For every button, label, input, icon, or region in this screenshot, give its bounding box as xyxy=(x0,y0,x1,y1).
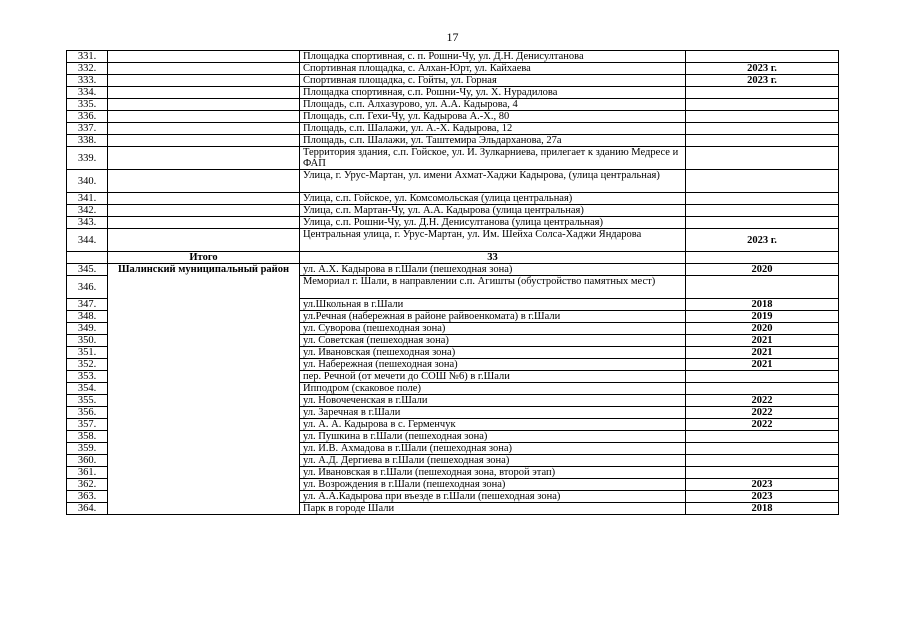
table-row xyxy=(67,193,839,205)
table-row xyxy=(67,170,839,193)
row-number: 337. xyxy=(67,123,108,135)
row-number: 357. xyxy=(67,419,108,431)
table-row xyxy=(67,217,839,229)
total-row xyxy=(67,252,839,264)
row-year: 2023 г. xyxy=(686,63,839,75)
row-number: 352. xyxy=(67,359,108,371)
row-number: 347. xyxy=(67,299,108,311)
row-name: Парк в городе Шали xyxy=(300,503,686,515)
district-cell xyxy=(108,170,300,193)
row-name: Площадка спортивная, с.п. Рошни-Чу, ул. Х. Нурадилова xyxy=(300,87,686,99)
row-name: ул. Набережная (пешеходная зона) xyxy=(300,359,686,371)
table-row xyxy=(67,147,839,170)
row-name: ул. И.В. Ахмадова в г.Шали (пешеходная зона) xyxy=(300,443,686,455)
row-year: 2021 xyxy=(686,359,839,371)
district-cell xyxy=(108,193,300,205)
district-cell xyxy=(108,111,300,123)
page-number: 17 xyxy=(446,30,459,44)
district-cell xyxy=(108,75,300,87)
district-cell xyxy=(108,135,300,147)
row-number: 350. xyxy=(67,335,108,347)
district-cell xyxy=(108,123,300,135)
row-year: 2020 xyxy=(686,323,839,335)
row-year: 2023 г. xyxy=(686,75,839,87)
district-cell xyxy=(108,229,300,252)
row-name: Улица, с.п. Гойское, ул. Комсомольская (улица центральная) xyxy=(300,193,686,205)
row-name: Площадка спортивная, с. п. Рошни-Чу, ул. Д.Н. Денисултанова xyxy=(300,51,686,63)
row-year xyxy=(686,147,839,170)
row-year: 2018 xyxy=(686,503,839,515)
row-number: 360. xyxy=(67,455,108,467)
total-value: 33 xyxy=(300,252,686,264)
row-number: 359. xyxy=(67,443,108,455)
row-name: ул. Новочеченская в г.Шали xyxy=(300,395,686,407)
row-year: 2019 xyxy=(686,311,839,323)
row-number: 344. xyxy=(67,229,108,252)
row-number: 351. xyxy=(67,347,108,359)
total-label: Итого xyxy=(108,252,300,264)
registry-table xyxy=(66,50,839,515)
row-number: 354. xyxy=(67,383,108,395)
row-number: 331. xyxy=(67,51,108,63)
row-name: Мемориал г. Шали, в направлении с.п. Агишты (обустройство памятных мест) xyxy=(300,276,686,299)
district-cell xyxy=(108,99,300,111)
row-name: Площадь, с.п. Гехи-Чу, ул. Кадырова А.-Х., 80 xyxy=(300,111,686,123)
row-name: Ипподром (скаковое поле) xyxy=(300,383,686,395)
row-number: 362. xyxy=(67,479,108,491)
row-year xyxy=(686,87,839,99)
row-year xyxy=(686,371,839,383)
row-number: 348. xyxy=(67,311,108,323)
table-body-block1 xyxy=(67,51,839,252)
row-number: 340. xyxy=(67,170,108,193)
row-name: ул. Суворова (пешеходная зона) xyxy=(300,323,686,335)
row-name: Площадь, с.п. Шалажи, ул. А.-Х. Кадырова, 12 xyxy=(300,123,686,135)
row-number: 356. xyxy=(67,407,108,419)
row-year xyxy=(686,123,839,135)
district-cell xyxy=(108,217,300,229)
row-year: 2022 xyxy=(686,419,839,431)
table-row xyxy=(67,99,839,111)
row-year: 2023 xyxy=(686,479,839,491)
row-number: 349. xyxy=(67,323,108,335)
row-number: 355. xyxy=(67,395,108,407)
district-cell xyxy=(108,51,300,63)
row-number: 361. xyxy=(67,467,108,479)
total-year-cell xyxy=(686,252,839,264)
row-name: Улица, г. Урус-Мартан, ул. имени Ахмат-Хаджи Кадырова, (улица центральная) xyxy=(300,170,686,193)
row-year: 2023 г. xyxy=(686,229,839,252)
row-name: ул. А.Д. Дергиева в г.Шали (пешеходная зона) xyxy=(300,455,686,467)
table-row xyxy=(67,123,839,135)
district-cell xyxy=(108,205,300,217)
district-cell xyxy=(108,63,300,75)
row-year: 2022 xyxy=(686,395,839,407)
row-name: Центральная улица, г. Урус-Мартан, ул. Им. Шейха Солса-Хаджи Яндарова xyxy=(300,229,686,252)
row-number: 334. xyxy=(67,87,108,99)
row-name: Площадь, с.п. Шалажи, ул. Таштемира Эльдарханова, 27а xyxy=(300,135,686,147)
row-name: Спортивная площадка, с. Гойты, ул. Горная xyxy=(300,75,686,87)
row-name: ул.Речная (набережная в районе райвоенкомата) в г.Шали xyxy=(300,311,686,323)
row-year xyxy=(686,135,839,147)
total-row-group xyxy=(67,252,839,264)
row-name: ул. А.Х. Кадырова в г.Шали (пешеходная зона) xyxy=(300,264,686,276)
row-year: 2022 xyxy=(686,407,839,419)
table-row xyxy=(67,229,839,252)
row-name: ул. Советская (пешеходная зона) xyxy=(300,335,686,347)
table-row xyxy=(67,135,839,147)
row-number: 345. xyxy=(67,264,108,276)
row-name: ул. Пушкина в г.Шали (пешеходная зона) xyxy=(300,431,686,443)
row-number: 341. xyxy=(67,193,108,205)
row-year xyxy=(686,443,839,455)
table-row xyxy=(67,63,839,75)
row-name: ул. Ивановская (пешеходная зона) xyxy=(300,347,686,359)
row-name: ул. Ивановская в г.Шали (пешеходная зона, второй этап) xyxy=(300,467,686,479)
total-num-cell xyxy=(67,252,108,264)
row-year xyxy=(686,455,839,467)
row-number: 339. xyxy=(67,147,108,170)
row-year xyxy=(686,51,839,63)
row-year xyxy=(686,276,839,299)
row-year: 2018 xyxy=(686,299,839,311)
row-name: Территория здания, с.п. Гойское, ул. И. Зулкарниева, прилегает к зданию Медресе и ФАП xyxy=(300,147,686,170)
row-name: Площадь, с.п. Алхазурово, ул. А.А. Кадырова, 4 xyxy=(300,99,686,111)
row-year xyxy=(686,170,839,193)
row-year xyxy=(686,99,839,111)
row-year xyxy=(686,217,839,229)
row-name: ул. Заречная в г.Шали xyxy=(300,407,686,419)
row-name: Улица, с.п. Мартан-Чу, ул. А.А. Кадырова (улица центральная) xyxy=(300,205,686,217)
row-number: 338. xyxy=(67,135,108,147)
row-number: 342. xyxy=(67,205,108,217)
table-row xyxy=(67,75,839,87)
row-number: 343. xyxy=(67,217,108,229)
row-number: 333. xyxy=(67,75,108,87)
row-year xyxy=(686,431,839,443)
row-name: ул. Возрождения в г.Шали (пешеходная зона) xyxy=(300,479,686,491)
row-name: Улица, с.п. Рошни-Чу, ул. Д.Н. Денисултанова (улица центральная) xyxy=(300,217,686,229)
table-row xyxy=(67,111,839,123)
row-name: ул. А. А. Кадырова в с. Герменчук xyxy=(300,419,686,431)
row-year: 2021 xyxy=(686,347,839,359)
row-name: ул. А.А.Кадырова при въезде в г.Шали (пешеходная зона) xyxy=(300,491,686,503)
row-year xyxy=(686,193,839,205)
row-year: 2023 xyxy=(686,491,839,503)
row-name: пер. Речной (от мечети до СОШ №6) в г.Шали xyxy=(300,371,686,383)
row-number: 353. xyxy=(67,371,108,383)
row-number: 358. xyxy=(67,431,108,443)
table-row xyxy=(67,264,839,276)
table-body-block2 xyxy=(67,264,839,515)
district-cell xyxy=(108,147,300,170)
row-year xyxy=(686,467,839,479)
row-number: 364. xyxy=(67,503,108,515)
row-year: 2020 xyxy=(686,264,839,276)
table-row xyxy=(67,51,839,63)
row-number: 332. xyxy=(67,63,108,75)
row-number: 363. xyxy=(67,491,108,503)
row-year xyxy=(686,205,839,217)
row-year xyxy=(686,383,839,395)
table-row xyxy=(67,205,839,217)
district-name: Шалинский муниципальный район xyxy=(108,264,300,515)
row-number: 346. xyxy=(67,276,108,299)
row-name: ул.Школьная в г.Шали xyxy=(300,299,686,311)
row-number: 336. xyxy=(67,111,108,123)
row-name: Спортивная площадка, с. Алхан-Юрт, ул. Кайхаева xyxy=(300,63,686,75)
row-year xyxy=(686,111,839,123)
row-year: 2021 xyxy=(686,335,839,347)
district-cell xyxy=(108,87,300,99)
table-row xyxy=(67,87,839,99)
row-number: 335. xyxy=(67,99,108,111)
